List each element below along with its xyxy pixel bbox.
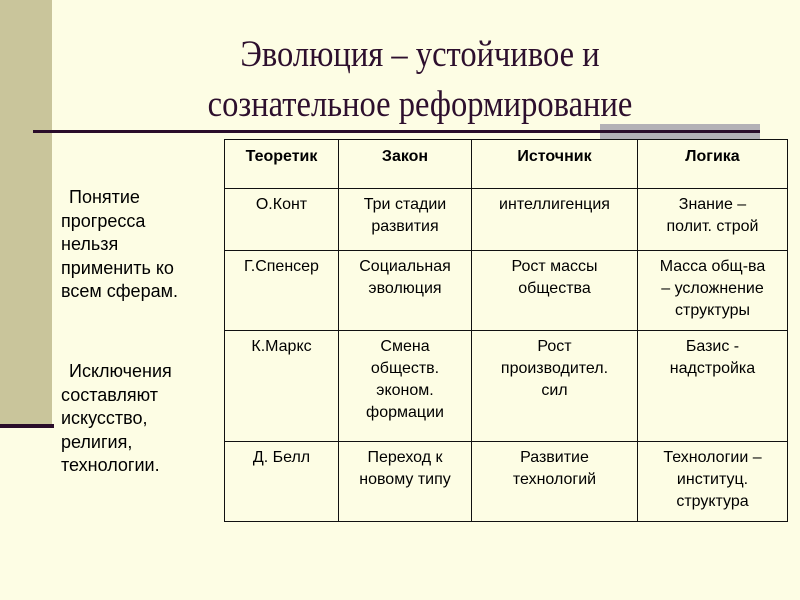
cell-law [339, 331, 472, 442]
slide-title-line-1: Эволюция – устойчивое и [240, 34, 600, 75]
cell-text: общества [518, 280, 591, 297]
cell-text: Рост массы [511, 258, 598, 275]
cell-text: Смена [380, 338, 430, 355]
cell-text: структуры [675, 302, 750, 319]
note-line: технологии. [61, 455, 160, 475]
side-decor-band [0, 0, 52, 425]
cell-text: Базис - [685, 338, 740, 355]
cell-text: технологий [512, 471, 597, 488]
cell-text: К.Маркс [251, 338, 312, 355]
cell-theorist [225, 189, 339, 251]
note-line: нельзя [61, 234, 119, 254]
header-law: Закон [339, 140, 472, 189]
note-progress [61, 186, 221, 304]
cell-text: институц. [676, 471, 749, 488]
side-band-rule [0, 424, 54, 428]
cell-law [339, 251, 472, 331]
cell-text: эконом. [376, 382, 434, 399]
cell-text: – усложнение [661, 280, 764, 297]
title-divider [33, 130, 760, 133]
note-line: всем сферам. [61, 281, 178, 301]
cell-source [472, 251, 638, 331]
cell-logic [638, 189, 788, 251]
cell-law [339, 189, 472, 251]
header-source: Источник [472, 140, 638, 189]
cell-text: интеллигенция [499, 196, 610, 213]
cell-text: полит. строй [666, 218, 759, 235]
cell-text: Развитие [520, 449, 589, 466]
cell-logic [638, 251, 788, 331]
theories-table [224, 139, 788, 522]
cell-text: структура [676, 493, 749, 510]
cell-text: Д. Белл [252, 449, 311, 466]
cell-text: эволюция [368, 280, 442, 297]
cell-theorist [225, 251, 339, 331]
cell-logic [638, 331, 788, 442]
cell-text: формации [366, 404, 444, 421]
cell-source [472, 442, 638, 522]
cell-source [472, 189, 638, 251]
note-line: искусство, [61, 408, 148, 428]
cell-text: развития [371, 218, 439, 235]
note-line: религия, [61, 431, 133, 452]
cell-source [472, 331, 638, 442]
note-exceptions [61, 360, 221, 478]
cell-law [339, 442, 472, 522]
note-line: Исключения [69, 361, 172, 381]
cell-theorist [225, 331, 339, 442]
cell-text: Масса общ-ва [659, 258, 766, 275]
cell-text: производител. [500, 360, 609, 377]
cell-text: Переход к [367, 449, 443, 466]
slide-title [103, 30, 737, 130]
table-row [225, 189, 788, 251]
table-row [225, 442, 788, 522]
cell-text: Знание – [678, 196, 747, 213]
table-header-row [225, 140, 788, 189]
note-line: Понятие [69, 187, 140, 207]
cell-text: обществ. [370, 360, 440, 377]
cell-text: сил [541, 382, 568, 399]
cell-text: Социальная [359, 258, 451, 275]
cell-text: Г.Спенсер [244, 258, 319, 275]
cell-text: Рост [537, 338, 572, 355]
note-line: прогресса [61, 210, 146, 231]
cell-text: О.Конт [255, 196, 308, 213]
cell-text: новому типу [359, 471, 451, 488]
cell-logic [638, 442, 788, 522]
table-row [225, 331, 788, 442]
header-theorist: Теоретик [225, 140, 339, 189]
note-line: составляют [61, 384, 159, 405]
header-logic: Логика [638, 140, 788, 189]
cell-text: надстройка [669, 360, 756, 377]
slide-title-line-2: сознательное реформирование [207, 84, 633, 125]
note-line: применить ко [61, 257, 174, 278]
cell-theorist [225, 442, 339, 522]
cell-text: Три стадии [363, 196, 447, 213]
cell-text: Технологии – [663, 449, 762, 466]
table-row [225, 251, 788, 331]
